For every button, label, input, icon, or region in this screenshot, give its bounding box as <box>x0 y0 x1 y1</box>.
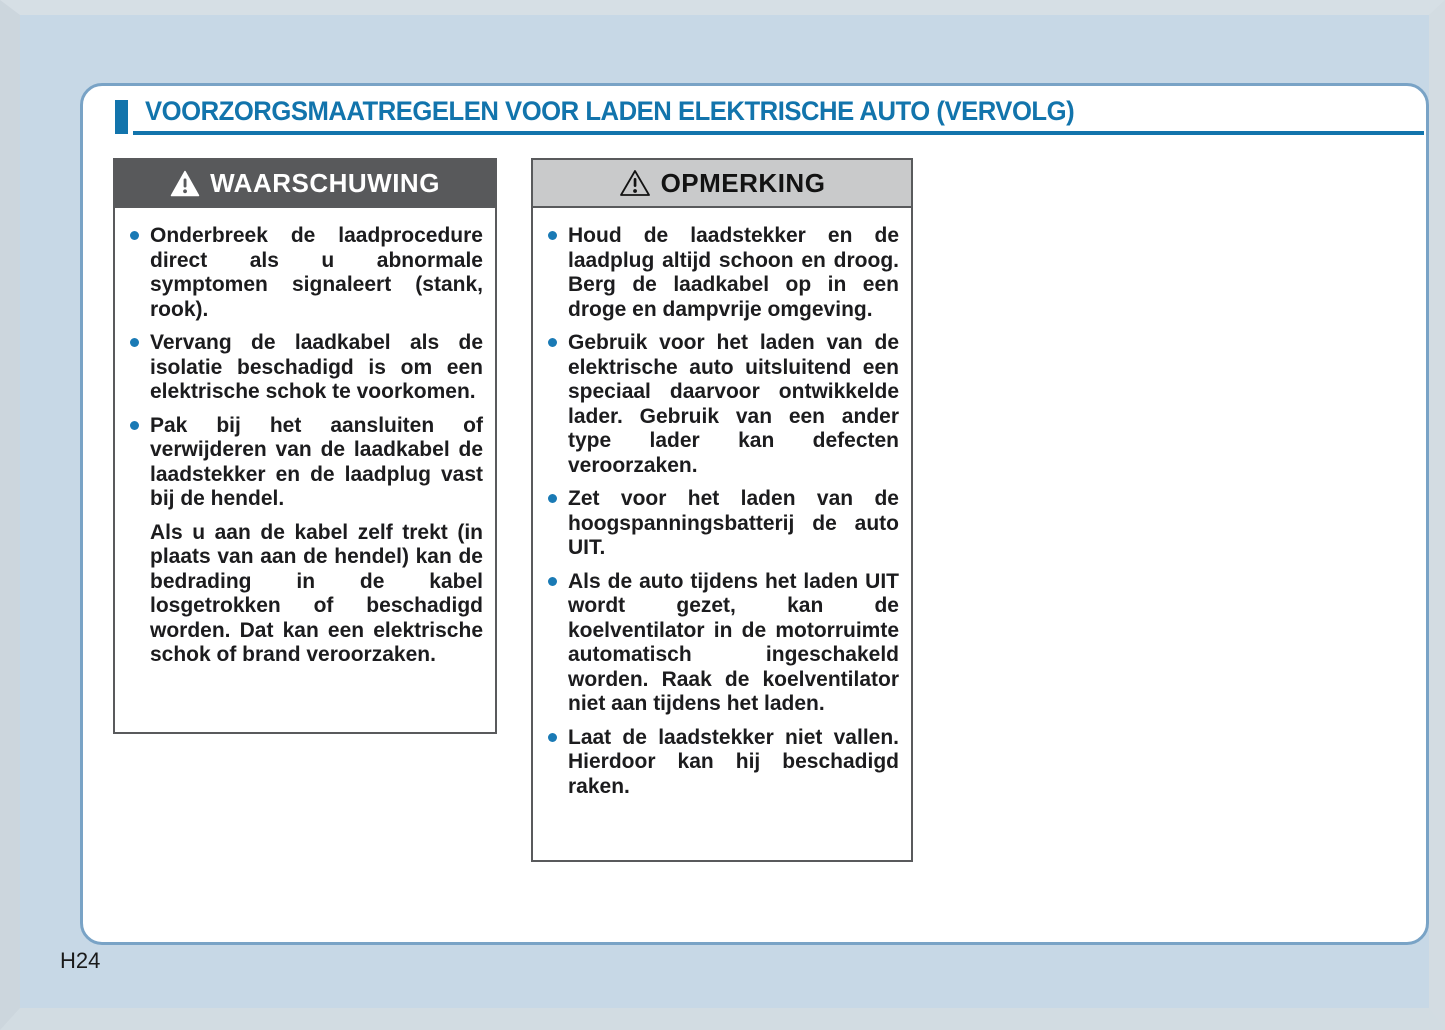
note-list-item <box>547 224 899 322</box>
bullet-icon <box>548 733 557 742</box>
bullet-icon <box>130 421 139 430</box>
bullet-icon <box>548 338 557 347</box>
note-item-text: Gebruik voor het laden van de elektrische auto uitsluitend een speciaal daarvoor ontwikkelde lader. Gebruik van een ander type lader kan defecten veroorzaken. <box>568 331 899 477</box>
warning-box <box>113 158 497 734</box>
warning-item-continuation: Als u aan de kabel zelf trekt (in plaats van aan de hendel) kan de bedrading in de kabel losgetrokken of beschadigd worden. Dat kan een elektrische schok of brand veroorzaken. <box>150 520 483 666</box>
page-number: H24 <box>60 948 101 973</box>
note-item-text: Houd de laadstekker en de laadplug altijd schoon en droog. Berg de laadkabel op in een droge en dampvrije omgeving. <box>568 224 899 321</box>
warning-box-header <box>115 160 495 208</box>
note-box-header <box>533 160 911 208</box>
note-item-text: Als de auto tijdens het laden UIT wordt gezet, kan de koelventilator in de motorruimte automatisch ingeschakeld worden. Raak de koelventilator niet aan tijdens het laden. <box>568 569 899 715</box>
bullet-icon <box>130 338 139 347</box>
warning-list-item <box>129 414 483 668</box>
note-list-item <box>547 726 899 800</box>
bullet-icon <box>548 231 557 240</box>
warning-box-title: WAARSCHUWING <box>210 167 440 198</box>
title-underline <box>133 131 1424 135</box>
warning-item-text: Vervang de laadkabel als de isolatie beschadigd is om een elektrische schok te voorkomen. <box>150 331 483 403</box>
bullet-icon <box>130 231 139 240</box>
warning-item-text: Pak bij het aansluiten of verwijderen van de laadkabel de laadstekker en de laadplug vast bij de hendel. <box>150 413 483 510</box>
warning-item-text: Onderbreek de laadprocedure direct als u abnormale symptomen signaleert (stank, rook). <box>150 224 483 321</box>
note-box <box>531 158 913 862</box>
warning-triangle-outline-icon <box>619 169 651 197</box>
note-box-list <box>533 208 911 799</box>
note-list-item <box>547 331 899 478</box>
warning-box-list <box>115 208 495 668</box>
note-list-item <box>547 487 899 561</box>
content-card <box>80 83 1429 945</box>
note-item-text: Zet voor het laden van de hoogspanningsbatterij de auto UIT. <box>568 487 899 559</box>
note-item-text: Laat de laadstekker niet vallen. Hierdoor kan hij beschadigd raken. <box>568 725 899 798</box>
page-title: VOORZORGSMAATREGELEN VOOR LADEN ELEKTRISCHE AUTO (VERVOLG) <box>145 96 1075 126</box>
title-accent-bar <box>115 100 128 134</box>
warning-triangle-filled-icon <box>170 170 200 197</box>
note-list-item <box>547 570 899 717</box>
bullet-icon <box>548 577 557 586</box>
bullet-icon <box>548 494 557 503</box>
warning-list-item <box>129 331 483 405</box>
note-box-title: OPMERKING <box>660 167 826 198</box>
warning-list-item <box>129 224 483 322</box>
